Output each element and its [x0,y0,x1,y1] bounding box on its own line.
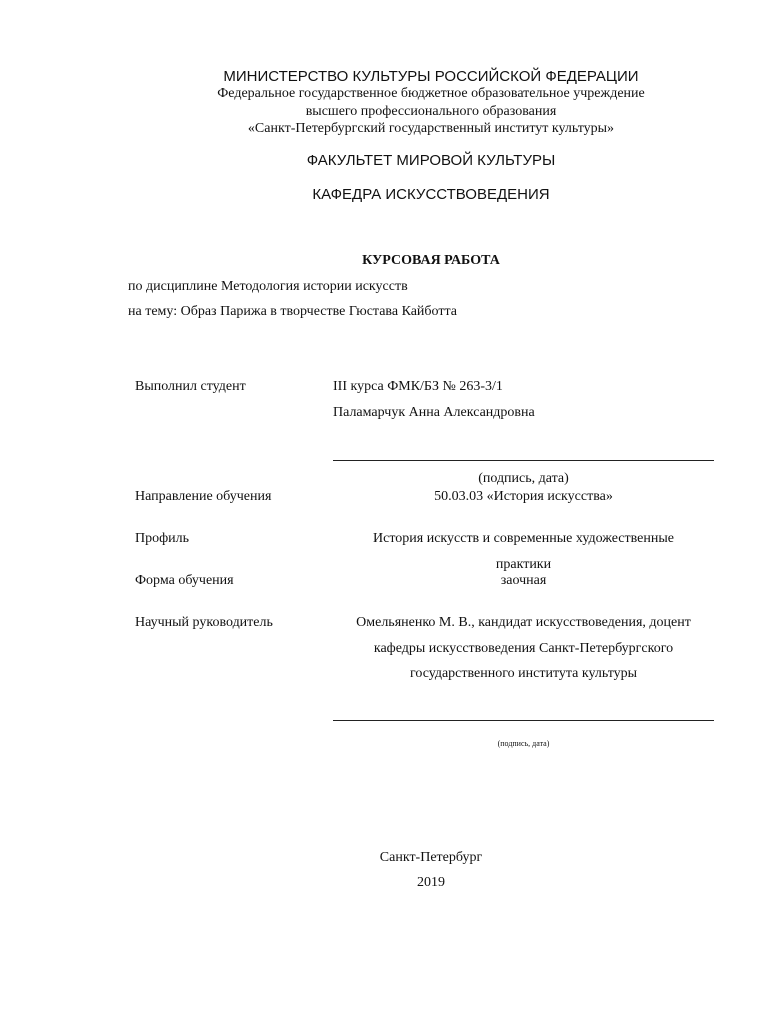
student-course: III курса ФМК/БЗ № 263-3/1 [333,379,503,394]
work-title: КУРСОВАЯ РАБОТА [362,253,500,268]
discipline-line: по дисциплине Методология истории искусств [128,279,408,294]
faculty-heading: ФАКУЛЬТЕТ МИРОВОЙ КУЛЬТУРЫ [306,152,556,169]
student-label: Выполнил студент [135,379,246,394]
institution-line-1: Федеральное государственное бюджетное образовательное учреждение [217,86,645,101]
supervisor-line-3: государственного института культуры [409,666,638,681]
form-value: заочная [500,573,547,588]
topic-line: на тему: Образ Парижа в творчестве Гюстава Кайботта [128,304,457,319]
student-name: Паламарчук Анна Александровна [333,405,535,420]
direction-value: 50.03.03 «История искусства» [434,489,613,504]
city: Санкт-Петербург [379,850,483,865]
form-label: Форма обучения [135,573,234,588]
profile-label: Профиль [135,531,190,546]
profile-value-line-2: практики [495,557,552,572]
supervisor-label: Научный руководитель [135,615,273,630]
institution-line-2: высшего профессионального образования [305,104,557,119]
year: 2019 [417,875,445,890]
supervisor-line-2: кафедры искусствоведения Санкт-Петербургского [373,641,674,656]
institution-line-3: «Санкт-Петербургский государственный институт культуры» [247,121,615,136]
supervisor-line-1: Омельяненко М. В., кандидат искусствоведения, доцент [356,615,691,630]
student-signature-line [333,460,714,461]
chair-heading: КАФЕДРА ИСКУССТВОВЕДЕНИЯ [312,186,550,203]
direction-label: Направление обучения [135,489,272,504]
profile-value-line-1: История искусств и современные художественные [373,531,674,546]
ministry-heading: МИНИСТЕРСТВО КУЛЬТУРЫ РОССИЙСКОЙ ФЕДЕРАЦИИ [223,68,639,85]
supervisor-signature-line [333,720,714,721]
student-signature-caption: (подпись, дата) [478,471,569,486]
supervisor-signature-caption: (подпись, дата) [497,739,550,748]
